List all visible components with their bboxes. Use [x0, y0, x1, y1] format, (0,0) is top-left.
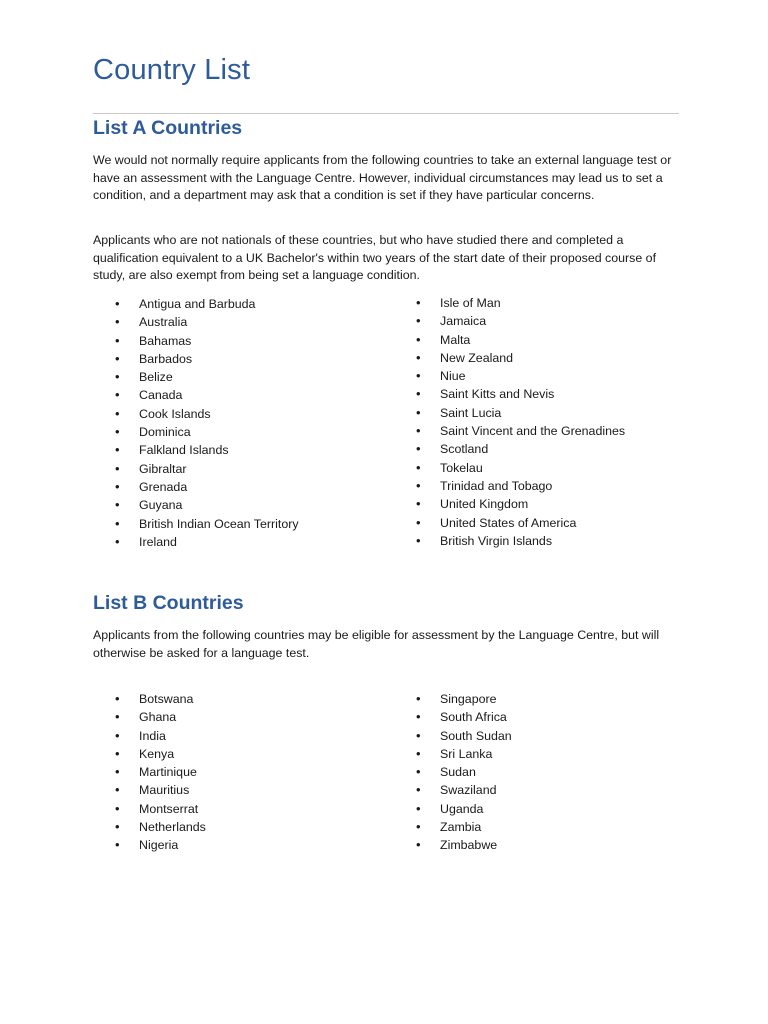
country-list-item: • Uganda [394, 800, 512, 818]
country-list-item: • Netherlands [93, 818, 206, 836]
country-list-item: • Martinique [93, 763, 206, 781]
country-list-item: • Singapore [394, 690, 512, 708]
list-a-paragraph-1: We would not normally require applicants from the following countries to take an external language test or have an assessment with the Language Centre. However, individual circumstances may lead us to set a condition, and a department may ask that a condition is set if they have particular concerns. [93, 153, 672, 203]
country-list-item: • South Sudan [394, 727, 512, 745]
country-list-item: • India [93, 727, 206, 745]
country-list-item: • British Virgin Islands [394, 532, 625, 550]
country-list-item: • New Zealand [394, 349, 625, 367]
country-list-item: • Niue [394, 367, 625, 385]
page-title: Country List [93, 54, 251, 86]
list-b-left-column [93, 690, 206, 855]
country-list-item: • Gibraltar [93, 460, 299, 478]
country-list-item: • Antigua and Barbuda [93, 295, 299, 313]
country-list-item: • Trinidad and Tobago [394, 477, 625, 495]
list-b-paragraph: Applicants from the following countries may be eligible for assessment by the Language Centre, but will otherwise be asked for a language test. [93, 628, 660, 660]
country-list-item: • Scotland [394, 440, 625, 458]
country-list-item: • Cook Islands [93, 405, 299, 423]
country-list-item: • Malta [394, 331, 625, 349]
country-list-item: • Ireland [93, 533, 299, 551]
list-b-right-column [394, 690, 512, 855]
country-list-item: • Canada [93, 386, 299, 404]
country-list-item: • Belize [93, 368, 299, 386]
country-list-item: • Montserrat [93, 800, 206, 818]
country-list-item: • Zambia [394, 818, 512, 836]
country-list-item: • United Kingdom [394, 495, 625, 513]
country-list-item: • Sri Lanka [394, 745, 512, 763]
country-list-item: • Australia [93, 313, 299, 331]
country-list-item: • Dominica [93, 423, 299, 441]
country-list-item: • Ghana [93, 708, 206, 726]
country-list-item: • Barbados [93, 350, 299, 368]
country-list-item: • Guyana [93, 496, 299, 514]
list-b-heading: List B Countries [93, 592, 244, 614]
country-list-item: • United States of America [394, 514, 625, 532]
country-list-item: • Zimbabwe [394, 836, 512, 854]
list-a-heading: List A Countries [93, 117, 243, 139]
list-a-left-column [93, 295, 299, 551]
country-list-item: • Isle of Man [394, 294, 625, 312]
list-a-right-column [394, 294, 625, 550]
country-list-item: • Saint Lucia [394, 404, 625, 422]
country-list-item: • Jamaica [394, 312, 625, 330]
country-list-item: • Falkland Islands [93, 441, 299, 459]
title-divider [93, 113, 679, 114]
country-list-item: • Saint Vincent and the Grenadines [394, 422, 625, 440]
country-list-item: • Mauritius [93, 781, 206, 799]
country-list-item: • Botswana [93, 690, 206, 708]
country-list-item: • Nigeria [93, 836, 206, 854]
country-list-item: • British Indian Ocean Territory [93, 515, 299, 533]
country-list-item: • Kenya [93, 745, 206, 763]
country-list-item: • Tokelau [394, 459, 625, 477]
country-list-item: • Grenada [93, 478, 299, 496]
country-list-item: • Bahamas [93, 332, 299, 350]
country-list-item: • Swaziland [394, 781, 512, 799]
country-list-item: • South Africa [394, 708, 512, 726]
country-list-item: • Sudan [394, 763, 512, 781]
country-list-item: • Saint Kitts and Nevis [394, 385, 625, 403]
list-a-paragraph-2: Applicants who are not nationals of these countries, but who have studied there and completed a qualification equivalent to a UK Bachelor's within two years of the start date of their proposed course of study, are also exempt from being set a language condition. [93, 233, 657, 283]
